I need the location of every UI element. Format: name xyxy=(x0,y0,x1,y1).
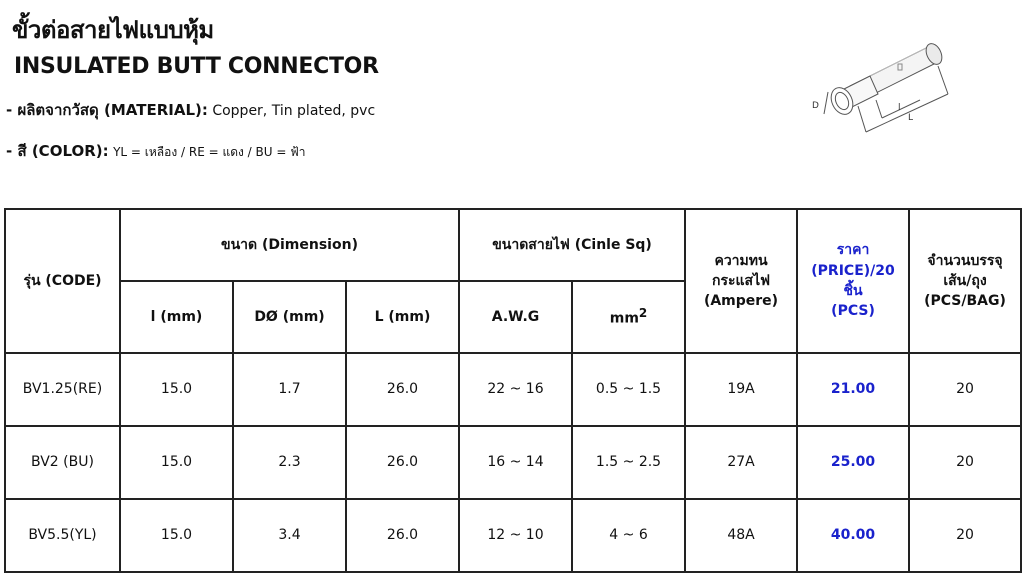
page-title-thai: ขั้วต่อสายไฟแบบหุ้ม xyxy=(12,16,214,44)
cell-amp: 48A xyxy=(685,499,797,572)
color-label: - สี (COLOR): xyxy=(6,142,109,160)
cell-L: 26.0 xyxy=(346,499,459,572)
material-value: Copper, Tin plated, pvc xyxy=(212,103,376,119)
price-header: ราคา (PRICE)/20 ชิ้น (PCS) xyxy=(797,209,909,353)
cell-pack: 20 xyxy=(909,426,1021,499)
cell-mm2: 1.5 ~ 2.5 xyxy=(572,426,685,499)
cell-price: 40.00 xyxy=(797,499,909,572)
table-row xyxy=(5,353,1021,426)
connector-diagram xyxy=(810,36,990,146)
material-spec xyxy=(6,98,375,122)
cell-l: 15.0 xyxy=(120,353,233,426)
cell-price: 25.00 xyxy=(797,426,909,499)
awg-header: A.W.G xyxy=(459,281,572,353)
cell-awg: 22 ~ 16 xyxy=(459,353,572,426)
diagram-label-l-small: l xyxy=(898,103,901,113)
table-row xyxy=(5,499,1021,572)
cell-d: 1.7 xyxy=(233,353,346,426)
cell-mm2: 4 ~ 6 xyxy=(572,499,685,572)
cell-amp: 27A xyxy=(685,426,797,499)
current-header: ความทน กระแสไฟ (Ampere) xyxy=(685,209,797,353)
material-label: - ผลิตจากวัสดุ (MATERIAL): xyxy=(6,101,208,119)
cell-L: 26.0 xyxy=(346,353,459,426)
header-row-top xyxy=(5,209,1021,281)
color-spec xyxy=(6,139,305,163)
cell-d: 2.3 xyxy=(233,426,346,499)
cell-pack: 20 xyxy=(909,353,1021,426)
code-header: รุ่น (CODE) xyxy=(5,209,120,353)
dimension-header: ขนาด (Dimension) xyxy=(120,209,459,281)
cell-l: 15.0 xyxy=(120,499,233,572)
cable-size-header: ขนาดสายไฟ (Cinle Sq) xyxy=(459,209,685,281)
cell-pack: 20 xyxy=(909,499,1021,572)
cell-code: BV5.5(YL) xyxy=(5,499,120,572)
color-value: YL = เหลือง / RE = แดง / BU = ฟ้า xyxy=(113,145,306,159)
cell-code: BV2 (BU) xyxy=(5,426,120,499)
cell-d: 3.4 xyxy=(233,499,346,572)
page-title-english: INSULATED BUTT CONNECTOR xyxy=(14,54,379,79)
length-L-header: L (mm) xyxy=(346,281,459,353)
diagram-label-l: L xyxy=(908,113,914,123)
cell-awg: 16 ~ 14 xyxy=(459,426,572,499)
cell-price: 21.00 xyxy=(797,353,909,426)
pack-header: จำนวนบรรจุ เส้น/ถุง (PCS/BAG) xyxy=(909,209,1021,353)
diameter-header: DØ (mm) xyxy=(233,281,346,353)
cell-l: 15.0 xyxy=(120,426,233,499)
mm2-header: $mm^2$ xyxy=(572,281,685,353)
cell-L: 26.0 xyxy=(346,426,459,499)
cell-mm2: 0.5 ~ 1.5 xyxy=(572,353,685,426)
cell-awg: 12 ~ 10 xyxy=(459,499,572,572)
length-l-header: l (mm) xyxy=(120,281,233,353)
diagram-label-d: D xyxy=(812,101,819,111)
cell-amp: 19A xyxy=(685,353,797,426)
cell-code: BV1.25(RE) xyxy=(5,353,120,426)
spec-table xyxy=(4,208,1022,573)
table-row xyxy=(5,426,1021,499)
